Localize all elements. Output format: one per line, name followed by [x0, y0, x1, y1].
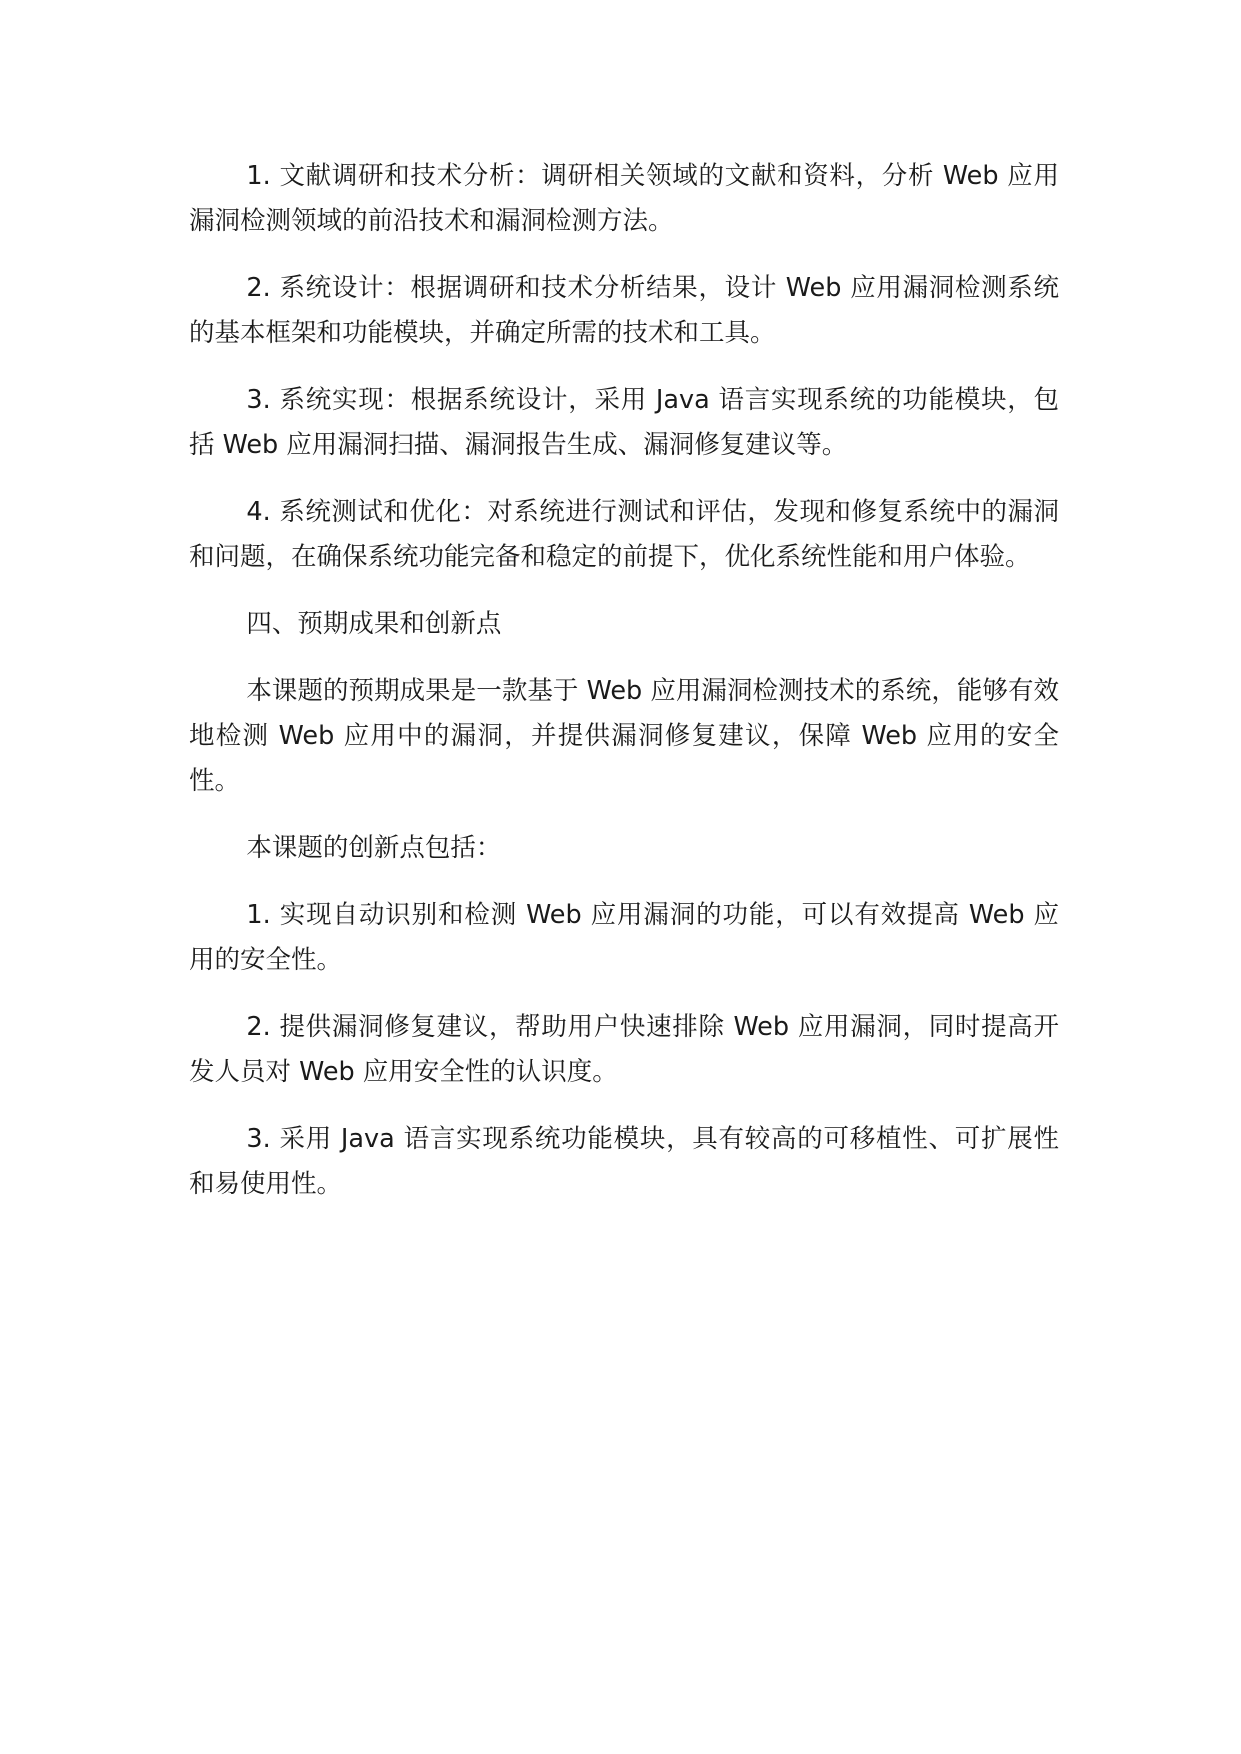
innovation-item-1: 1. 实现自动识别和检测 Web 应用漏洞的功能，可以有效提高 Web 应用的安全性。 — [189, 900, 1059, 975]
document-body — [189, 154, 1059, 1229]
expected-results-paragraph: 本课题的预期成果是一款基于 Web 应用漏洞检测技术的系统，能够有效地检测 Web 应用中的漏洞，并提供漏洞修复建议，保障 Web 应用的安全性。 — [189, 676, 1059, 796]
method-item-literature-research: 1. 文献调研和技术分析：调研相关领域的文献和资料，分析 Web 应用漏洞检测领域的前沿技术和漏洞检测方法。 — [189, 161, 1059, 236]
innovation-intro: 本课题的创新点包括： — [246, 833, 502, 863]
section-heading-expected-results: 四、预期成果和创新点 — [246, 609, 502, 639]
innovation-item-3: 3. 采用 Java 语言实现系统功能模块，具有较高的可移植性、可扩展性和易使用性。 — [189, 1124, 1059, 1199]
method-item-testing-optimization: 4. 系统测试和优化：对系统进行测试和评估，发现和修复系统中的漏洞和问题，在确保系统功能完备和稳定的前提下，优化系统性能和用户体验。 — [189, 497, 1059, 572]
innovation-item-2: 2. 提供漏洞修复建议，帮助用户快速排除 Web 应用漏洞，同时提高开发人员对 Web 应用安全性的认识度。 — [189, 1012, 1059, 1087]
method-item-system-design: 2. 系统设计：根据调研和技术分析结果，设计 Web 应用漏洞检测系统的基本框架和功能模块，并确定所需的技术和工具。 — [189, 273, 1059, 348]
method-item-system-implementation: 3. 系统实现：根据系统设计，采用 Java 语言实现系统的功能模块，包括 Web 应用漏洞扫描、漏洞报告生成、漏洞修复建议等。 — [189, 385, 1059, 460]
